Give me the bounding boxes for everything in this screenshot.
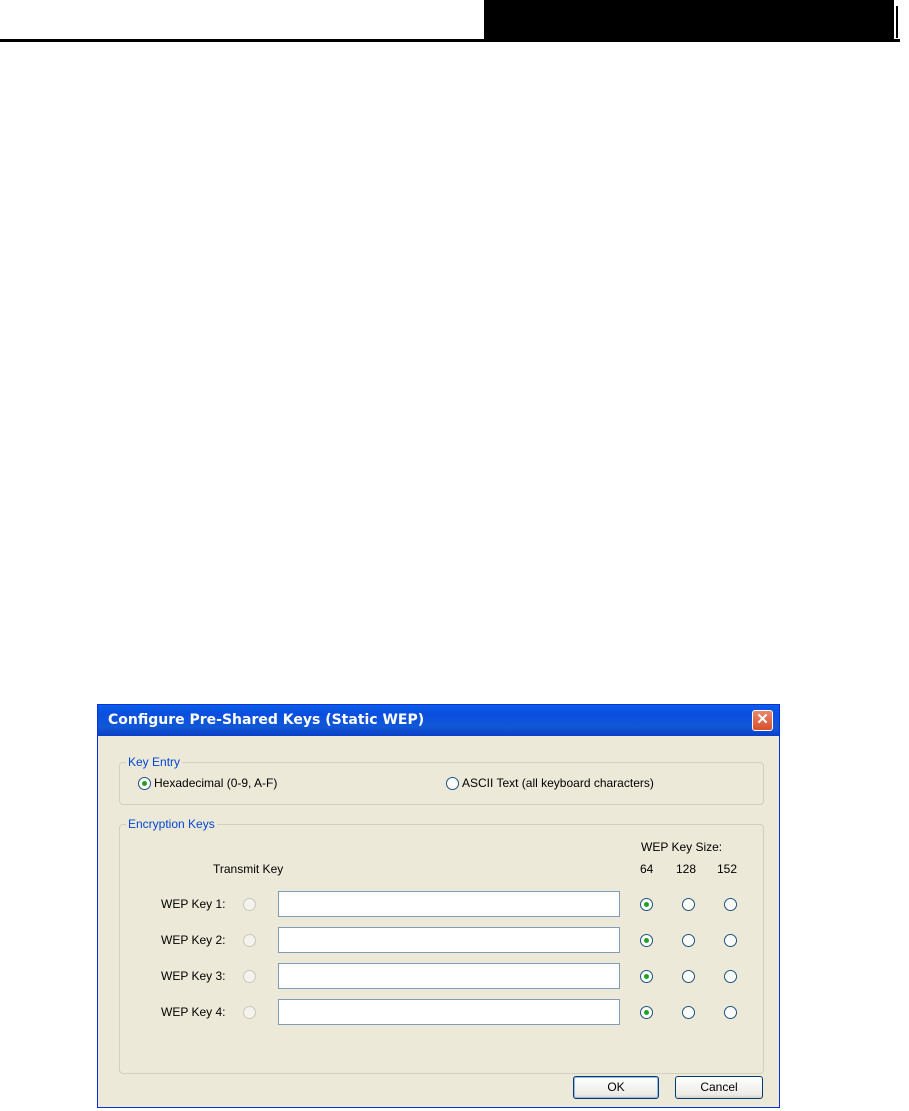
hexadecimal-label: Hexadecimal (0-9, A-F) bbox=[154, 776, 278, 790]
wep-key-4-size-128-radio[interactable] bbox=[682, 1006, 695, 1019]
wep-key-2-label: WEP Key 2: bbox=[161, 933, 226, 947]
wep-key-2-size-64-radio[interactable] bbox=[640, 934, 653, 947]
encryption-keys-group bbox=[119, 817, 764, 1074]
wep-key-1-size-64-radio[interactable] bbox=[640, 898, 653, 911]
wep-key-4-label: WEP Key 4: bbox=[161, 1005, 226, 1019]
wep-key-3-size-152-radio[interactable] bbox=[724, 970, 737, 983]
wep-key-1-size-152-radio[interactable] bbox=[724, 898, 737, 911]
wep-key-4-transmit-radio[interactable] bbox=[243, 1006, 256, 1019]
hexadecimal-radio[interactable] bbox=[138, 777, 151, 790]
wep-keys-dialog bbox=[97, 704, 780, 1108]
encryption-keys-legend: Encryption Keys bbox=[128, 817, 215, 831]
wep-key-3-size-128-radio[interactable] bbox=[682, 970, 695, 983]
wep-key-1-field[interactable] bbox=[278, 891, 620, 917]
ascii-text-radio[interactable] bbox=[446, 777, 459, 790]
wep-key-3-transmit-radio[interactable] bbox=[243, 970, 256, 983]
wep-key-2-transmit-radio[interactable] bbox=[243, 934, 256, 947]
header-rule bbox=[0, 39, 900, 42]
wep-key-1-label: WEP Key 1: bbox=[161, 897, 226, 911]
key-entry-group bbox=[119, 755, 764, 805]
key-entry-legend: Key Entry bbox=[128, 755, 181, 769]
transmit-key-header: Transmit Key bbox=[213, 862, 284, 876]
wep-key-3-field[interactable] bbox=[278, 963, 620, 989]
size-128-header: 128 bbox=[676, 862, 697, 876]
ok-button[interactable]: OK bbox=[573, 1076, 659, 1099]
dialog-title: Configure Pre-Shared Keys (Static WEP) bbox=[108, 712, 425, 728]
dialog-titlebar bbox=[98, 705, 779, 736]
wep-key-4-size-64-radio[interactable] bbox=[640, 1006, 653, 1019]
cancel-button[interactable]: Cancel bbox=[675, 1076, 763, 1099]
wep-key-4-field[interactable] bbox=[278, 999, 620, 1025]
wep-key-size-header: WEP Key Size: bbox=[641, 840, 723, 854]
header-tick bbox=[896, 6, 898, 38]
wep-key-2-field[interactable] bbox=[278, 927, 620, 953]
close-icon[interactable]: ✕ bbox=[752, 710, 773, 731]
dialog-body bbox=[101, 736, 776, 1104]
wep-key-1-transmit-radio[interactable] bbox=[243, 898, 256, 911]
size-64-header: 64 bbox=[640, 862, 654, 876]
ascii-text-label: ASCII Text (all keyboard characters) bbox=[462, 776, 654, 790]
wep-key-3-label: WEP Key 3: bbox=[161, 969, 226, 983]
wep-key-2-size-152-radio[interactable] bbox=[724, 934, 737, 947]
wep-key-2-size-128-radio[interactable] bbox=[682, 934, 695, 947]
size-152-header: 152 bbox=[717, 862, 738, 876]
wep-key-4-size-152-radio[interactable] bbox=[724, 1006, 737, 1019]
wep-key-1-size-128-radio[interactable] bbox=[682, 898, 695, 911]
wep-key-3-size-64-radio[interactable] bbox=[640, 970, 653, 983]
header-black-block bbox=[484, 0, 894, 40]
